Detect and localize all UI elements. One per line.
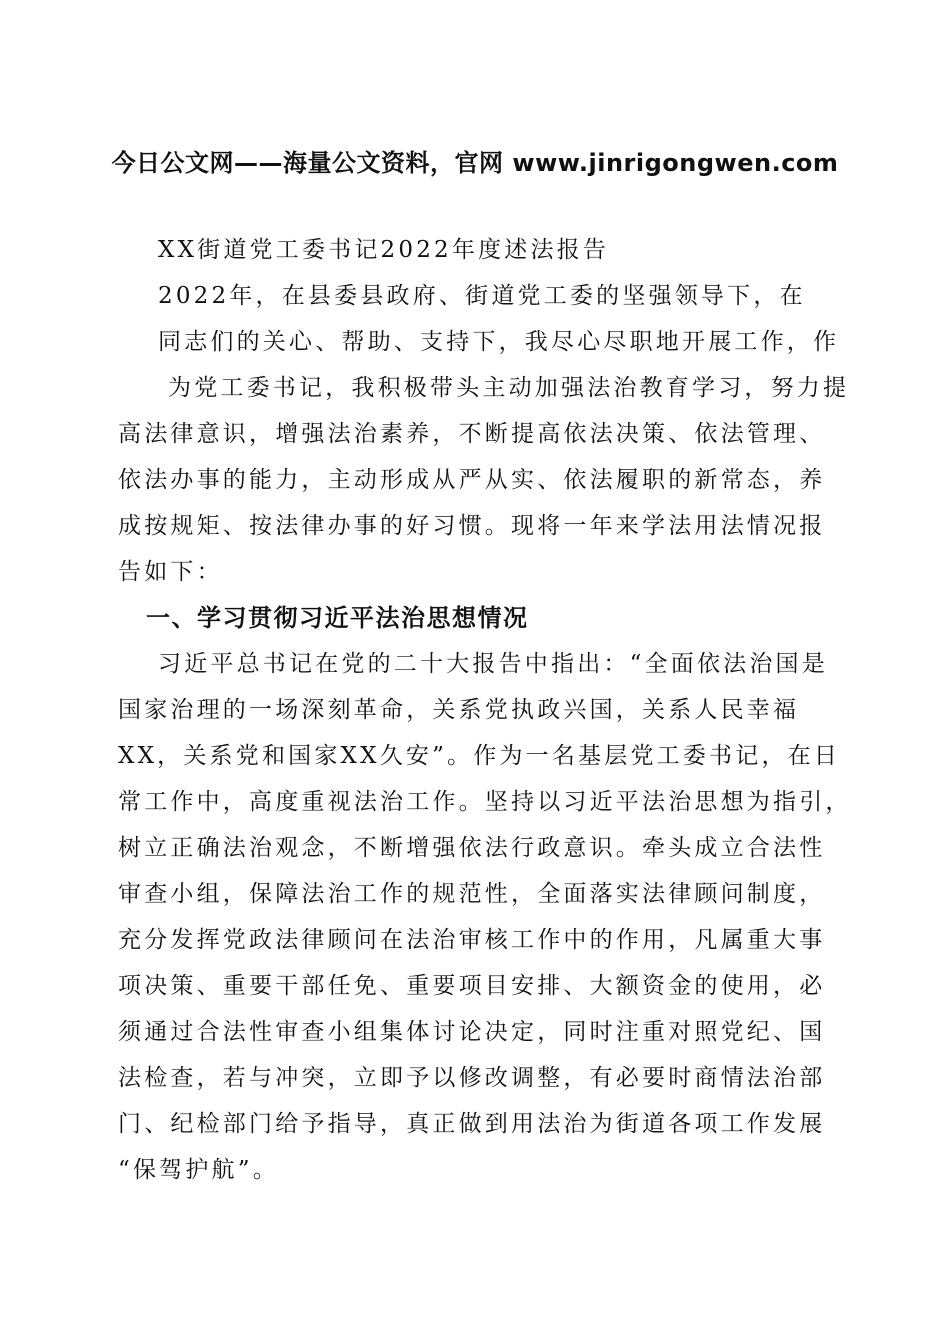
paragraph-line: 项决策、重要干部任免、重要项目安排、大额资金的使用，必	[118, 973, 826, 999]
paragraph-line: 充分发挥党政法律顾问在法治审核工作中的作用，凡属重大事	[118, 927, 826, 953]
paragraph-line: 须通过合法性审查小组集体讨论决定，同时注重对照党纪、国	[118, 1019, 826, 1045]
paragraph-line: 审查小组，保障法治工作的规范性，全面落实法律顾问制度，	[118, 881, 826, 907]
paragraph-line: 依法办事的能力，主动形成从严从实、依法履职的新常态，养	[118, 467, 826, 493]
paragraph-line: 国家治理的一场深刻革命，关系党执政兴国，关系人民幸福	[118, 697, 800, 723]
paragraph-line: 成按规矩、按法律办事的好习惯。现将一年来学法用法情况报	[118, 513, 826, 539]
paragraph-line: 为党工委书记，我积极带头主动加强法治教育学习，努力提	[168, 375, 850, 401]
paragraph-line: 习近平总书记在党的二十大报告中指出：“全面依法治国是	[158, 651, 828, 677]
section-heading: 一、学习贯彻习近平法治思想情况	[146, 604, 529, 632]
paragraph-line: 2022年，在县委县政府、街道党工委的坚强领导下，在	[158, 283, 806, 309]
paragraph-line: 同志们的关心、帮助、支持下，我尽心尽职地开展工作，作	[158, 329, 840, 355]
paragraph-line: 树立正确法治观念，不断增强依法行政意识。牵头成立合法性	[118, 835, 826, 861]
paragraph-line: 常工作中，高度重视法治工作。坚持以习近平法治思想为指引，	[118, 789, 852, 815]
site-header: 今日公文网——海量公文资料，官网 www.jinrigongwen.com	[111, 149, 839, 177]
paragraph-line: 门、纪检部门给予指导，真正做到用法治为街道各项工作发展	[118, 1111, 826, 1137]
document-title: XX街道党工委书记2022年度述法报告	[158, 237, 610, 263]
paragraph-line: 高法律意识，增强法治素养，不断提高依法决策、依法管理、	[118, 421, 826, 447]
paragraph-line: XX，关系党和国家XX久安”。作为一名基层党工委书记，在日	[118, 743, 841, 769]
paragraph-line: “保驾护航”。	[118, 1157, 279, 1183]
paragraph-line: 告如下：	[118, 559, 223, 585]
document-body	[118, 227, 852, 1193]
paragraph-line: 法检查，若与冲突，立即予以修改调整，有必要时商情法治部	[118, 1065, 826, 1091]
